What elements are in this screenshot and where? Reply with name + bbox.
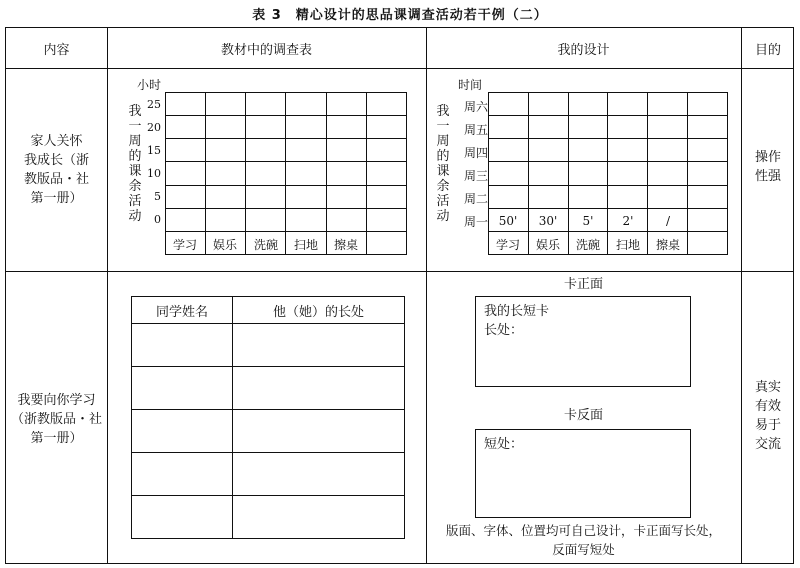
activity-label: 扫地 [615,238,640,252]
note-line: 版面、字体、位置均可自己设计，卡正面写长处， [445,523,721,538]
monday-minutes: 50' [498,214,518,228]
content-line: 教版品・社 [23,172,89,187]
y-tick-label: 0 [154,213,161,226]
purpose-line: 易于 [754,418,781,433]
purpose-line: 操作 [754,150,781,165]
purpose-line: 交流 [754,437,781,452]
day-label: 周四 [463,146,488,160]
classmate-strengths-table [131,296,405,539]
content-line: 家人关怀 [30,134,83,149]
monday-minutes: 2' [622,214,634,228]
activity-label: 学习 [172,238,197,252]
survey-table [5,27,794,564]
activity-label: 擦桌 [655,238,680,252]
table-row [132,496,405,539]
content-line: 我成长（浙 [23,153,89,168]
monday-minutes: / [665,214,671,228]
y-tick-label: 5 [154,190,161,203]
header-content: 内容 [43,42,70,58]
header-design: 我的设计 [557,42,610,58]
row-divider [6,271,793,272]
row1-purpose [741,148,795,186]
y-tick-label: 15 [147,144,161,157]
col-header-strength: 他（她）的长处 [233,297,405,324]
activity-label: 洗碗 [575,238,600,252]
content-line: 第一册） [30,191,83,206]
table-row [132,410,405,453]
y-tick-label: 20 [147,121,161,134]
table-caption: 表 3 精心设计的思品课调查活动若干例（二） [252,8,548,23]
y-tick-label: 25 [147,98,161,111]
header-textbook: 教材中的调查表 [220,42,312,58]
col-header-name: 同学姓名 [132,297,233,324]
col-divider [426,28,427,563]
monday-minutes: 30' [538,214,558,228]
card-back [475,429,691,518]
textbook-grid [165,92,407,255]
content-line: （浙教版品・社 [10,412,102,427]
row2-content [6,391,107,448]
header-purpose: 目的 [754,42,781,58]
row2-purpose [741,378,795,454]
day-label: 周五 [463,123,488,137]
table-row [132,453,405,496]
col-divider [107,28,108,563]
vertical-axis-label: 我 一 周 的 课 余 活 动 [128,104,142,224]
purpose-line: 性强 [754,169,781,184]
vertical-axis-label: 我 一 周 的 课 余 活 动 [436,104,450,224]
monday-minutes: 5' [582,214,594,228]
y-unit-label: 时间 [458,78,483,92]
card-back-title: 卡反面 [563,408,603,423]
purpose-line: 有效 [754,399,781,414]
card-front-line1: 我的长短卡 [484,304,550,319]
note-line: 反面写短处 [552,542,615,557]
day-label: 周三 [463,169,488,183]
content-line: 第一册） [30,431,83,446]
activity-label: 洗碗 [253,238,278,252]
day-label: 周六 [463,100,488,114]
design-grid [488,92,728,255]
y-tick-label: 10 [147,167,161,180]
table-row [132,324,405,367]
purpose-line: 真实 [754,380,781,395]
card-front-line2: 长处： [484,323,524,338]
card-back-line1: 短处： [484,437,524,452]
col-divider [741,28,742,563]
row1-content [6,132,107,208]
card-front-title: 卡正面 [563,277,603,292]
content-line: 我要向你学习 [17,393,96,408]
row-divider [6,68,793,69]
activity-label: 学习 [495,238,520,252]
activity-label: 娱乐 [212,238,237,252]
y-unit-label: 小时 [137,78,162,92]
design-note [426,521,741,559]
day-label: 周二 [463,192,488,206]
day-label: 周一 [463,215,488,229]
table-row [132,367,405,410]
activity-label: 擦桌 [333,238,358,252]
card-front [475,296,691,387]
activity-label: 扫地 [293,238,318,252]
activity-label: 娱乐 [535,238,560,252]
